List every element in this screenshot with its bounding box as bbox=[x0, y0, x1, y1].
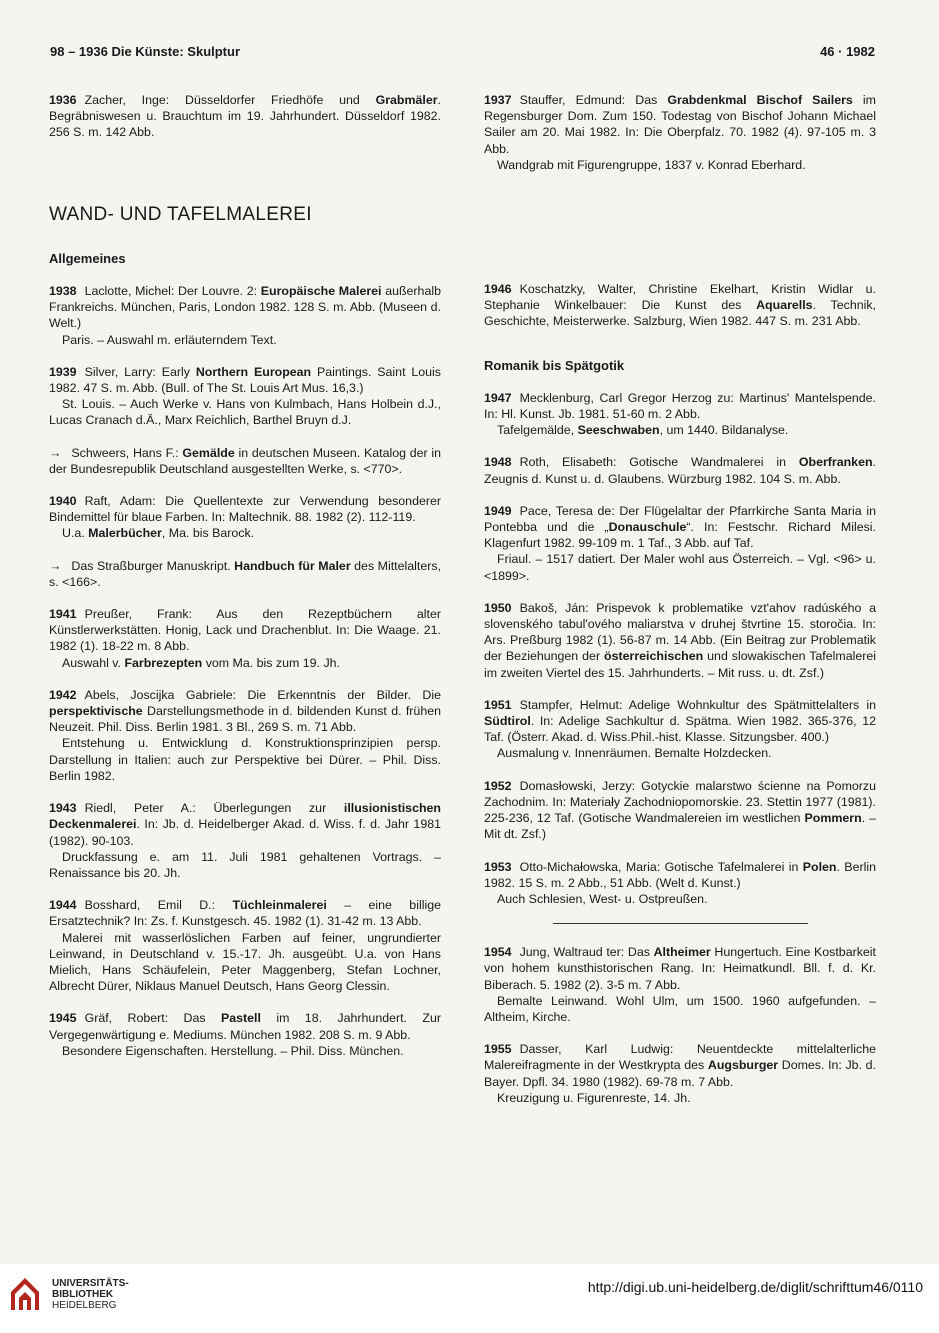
entry-number: 1953 bbox=[484, 859, 512, 874]
entry-annotation: Ausmalung v. Innenräumen. Bemalte Holzdecken. bbox=[497, 746, 772, 761]
entry-number: 1940 bbox=[49, 494, 77, 509]
entry-annotation: Bemalte Leinwand. Wohl Ulm, um 1500. 1960 aufgefunden. – Altheim, Kirche. bbox=[484, 993, 876, 1024]
entry-text: Koschatzky, Walter, Christine Ekelhart, Kristin Widlar u. Stephanie Winkelbauer: Die Kunst des Aquarells. Technik, Geschichte, Meisterwerke. Salzburg, Wien 1982. 447 S. m. 231 Abb. bbox=[484, 282, 876, 329]
bibliography-entry bbox=[49, 445, 441, 477]
subhead-allgemeines: Allgemeines bbox=[49, 250, 126, 266]
entry-number: 1952 bbox=[484, 778, 512, 793]
column-gap bbox=[484, 189, 876, 281]
entry-text: Abels, Joscijka Gabriele: Die Erkenntnis der Bilder. Die perspektivische Darstellungsmethode in d. bildenden Kunst d. frühen Neuzeit. Phil. Diss. Berlin 1981. 3 Bl., 269 S. m. 71 Abb. bbox=[49, 687, 441, 735]
entry-number: 1937 bbox=[484, 93, 512, 107]
entry-number: 1942 bbox=[49, 687, 77, 702]
entry-citation bbox=[484, 600, 876, 681]
left-entries bbox=[49, 283, 441, 1059]
bibliography-entry bbox=[484, 859, 876, 908]
entry-text: Mecklenburg, Carl Gregor Herzog zu: Martinus' Mantelspende. In: Hl. Kunst. Jb. 1981. 51-60 m. 2 Abb. bbox=[484, 390, 876, 422]
entry-text: Gräf, Robert: Das Pastell im 18. Jahrhundert. Zur Vergegenwärtigung e. Mediums. München 1982. 208 S. m. 9 Abb. bbox=[49, 1011, 441, 1042]
entry-number: 1951 bbox=[484, 697, 512, 712]
entry-text: Bosshard, Emil D.: Tüchleinmalerei – eine billige Ersatztechnik? In: Zs. f. Kunstgesch. 45. 1982 (1). 31-42 m. 13 Abb. bbox=[49, 898, 441, 929]
entry-number: 1936 bbox=[49, 93, 77, 107]
entry-annotation: U.a. Malerbücher, Ma. bis Barock. bbox=[62, 526, 255, 541]
bibliography-entry bbox=[484, 600, 876, 681]
entry-citation bbox=[49, 92, 441, 141]
entry-citation bbox=[484, 778, 876, 843]
entry-citation bbox=[49, 800, 441, 849]
entry-number: 1941 bbox=[49, 607, 77, 622]
permalink-url[interactable]: http://digi.ub.uni-heidelberg.de/diglit/schrifttum46/0110 bbox=[587, 1279, 923, 1295]
cross-reference-arrow: → bbox=[49, 558, 62, 573]
left-column bbox=[49, 92, 441, 1075]
entry-citation bbox=[49, 364, 441, 396]
subhead-romanik: Romanik bis Spätgotik bbox=[484, 357, 625, 373]
entry-annotation: Besondere Eigenschaften. Herstellung. – Phil. Diss. München. bbox=[62, 1043, 404, 1058]
bibliography-entry bbox=[49, 1010, 441, 1059]
entry-annotation: Entstehung u. Entwicklung d. Konstruktionsprinzipien persp. Darstellung in Italien: auch zur Perspektive bei Dürer. – Phil. Diss. Berlin 1982. bbox=[49, 736, 441, 783]
bibliography-entry bbox=[49, 687, 441, 784]
running-header-left: 98 – 1936 Die Künste: Skulptur bbox=[50, 44, 241, 59]
bibliography-entry bbox=[49, 897, 441, 994]
entry-citation bbox=[49, 606, 441, 655]
entry-citation bbox=[484, 281, 876, 330]
right-entries-a bbox=[484, 281, 876, 330]
entry-annotation: Paris. – Auswahl m. erläuterndem Text. bbox=[62, 332, 277, 347]
bibliography-entry bbox=[484, 281, 876, 330]
entry-text: Riedl, Peter A.: Überlegungen zur illusionistischen Deckenmalerei. In: Jb. d. Heidelberger Akad. d. Wiss. f. d. Jahr 1981 (1982). 90-103. bbox=[49, 801, 441, 848]
right-entries-c bbox=[484, 944, 876, 1106]
entry-citation bbox=[49, 445, 441, 477]
bibliography-entry bbox=[484, 503, 876, 584]
entry-number: 1955 bbox=[484, 1042, 512, 1057]
bibliography-entry bbox=[484, 92, 876, 173]
entry-citation bbox=[484, 1041, 876, 1090]
entry-text: Pace, Teresa de: Der Flügelaltar der Pfarrkirche Santa Maria in Pontebba und die „Donauschule“. In: Festschr. Richard Milesi. Klagenfurt 1982. 99-109 m. 1 Taf., 3 Abb. auf Taf. bbox=[484, 503, 877, 551]
column-gap bbox=[484, 346, 876, 358]
entry-citation bbox=[49, 283, 441, 332]
entry-annotation: Friaul. – 1517 datiert. Der Maler wohl aus Österreich. – Vgl. <96> u. <1899>. bbox=[484, 552, 876, 583]
entry-number: 1939 bbox=[49, 364, 77, 379]
right-entries-b bbox=[484, 390, 876, 907]
entry-text: Schweers, Hans F.: Gemälde in deutschen Museen. Katalog der in der Bundesrepublik Deutschland ausgestellten Werke, s. <770>. bbox=[49, 445, 441, 476]
entry-text: Otto-Michałowska, Maria: Gotische Tafelmalerei in Polen. Berlin 1982. 15 S. m. 2 Abb., 51 Abb. (Welt d. Kunst.) bbox=[484, 859, 876, 890]
bibliography-entry bbox=[484, 454, 876, 486]
bibliography-entry bbox=[49, 606, 441, 671]
entry-citation bbox=[484, 92, 876, 157]
entry-text: Stampfer, Helmut: Adelige Wohnkultur des Spätmittelalters in Südtirol. In: Adelige Sachkultur d. Spätma. Wien 1982. 365-376, 12 Taf. (Österr. Akad. d. Wiss.Phil.-hist. Klasse. Sitzungsber. 400.) bbox=[484, 697, 876, 745]
entry-annotation: St. Louis. – Auch Werke v. Hans von Kulmbach, Hans Holbein d.J., Lucas Cranach d.Ä., Marx Reichlich, Barthel Bruyn d.J. bbox=[49, 397, 441, 428]
entry-number: 1946 bbox=[484, 282, 512, 297]
entry-citation bbox=[49, 687, 441, 736]
entry-annotation: Kreuzigung u. Figurenreste, 14. Jh. bbox=[497, 1090, 691, 1105]
entry-number: 1943 bbox=[49, 801, 77, 816]
entry-citation bbox=[49, 897, 441, 929]
right-top-entries bbox=[484, 92, 876, 173]
cross-reference-arrow: → bbox=[49, 445, 62, 460]
divider-rule bbox=[553, 923, 808, 924]
bibliography-entry bbox=[49, 800, 441, 881]
section-title: WAND- UND TAFELMALEREI bbox=[49, 203, 312, 225]
entry-citation bbox=[484, 859, 876, 891]
bibliography-entry bbox=[49, 493, 441, 542]
entry-text: Das Straßburger Manuskript. Handbuch für Maler des Mittelalters, s. <166>. bbox=[49, 558, 441, 589]
bibliography-entry bbox=[49, 364, 441, 429]
entry-annotation: Druckfassung e. am 11. Juli 1981 gehaltenen Vortrags. – Renaissance bis 20. Jh. bbox=[49, 849, 441, 880]
library-logo-text: UNIVERSITÄTS- BIBLIOTHEK HEIDELBERG bbox=[52, 1278, 129, 1311]
entry-text: Stauffer, Edmund: Das Grabdenkmal Bischof Sailers im Regensburger Dom. Zum 150. Todestag von Bischof Johann Michael Sailer am 20. Mai 1982. In: Die Oberpfalz. 70. 1982 (4). 97-105 m. 3 Abb. bbox=[484, 93, 876, 156]
entry-annotation: Auswahl v. Farbrezepten vom Ma. bis zum 19. Jh. bbox=[62, 655, 340, 670]
bibliography-entry bbox=[484, 1041, 876, 1106]
entry-text: Jung, Waltraud ter: Das Altheimer Hungertuch. Eine Kostbarkeit von hohem kunsthistorischen Rang. In: Heimatkundl. Bll. f. d. Kr. Biberach. 5. 1982 (2). 3-5 m. 7 Abb. bbox=[484, 945, 876, 992]
entry-text: Roth, Elisabeth: Gotische Wandmalerei in Oberfranken. Zeugnis d. Kunst u. d. Glaubens. Würzburg 1982. 104 S. m. Abb. bbox=[484, 455, 876, 486]
bibliography-entry bbox=[49, 92, 441, 141]
entry-number: 1950 bbox=[484, 600, 512, 615]
entry-citation bbox=[484, 390, 876, 422]
entry-number: 1945 bbox=[49, 1011, 77, 1026]
entry-number: 1947 bbox=[484, 390, 512, 405]
library-logo-icon bbox=[9, 1276, 41, 1312]
entry-annotation: Auch Schlesien, West- u. Ostpreußen. bbox=[497, 891, 708, 906]
entry-citation bbox=[484, 697, 876, 746]
bibliography-entry bbox=[484, 944, 876, 1025]
bibliography-entry bbox=[49, 558, 441, 590]
entry-number: 1954 bbox=[484, 945, 512, 960]
right-column bbox=[484, 92, 876, 1122]
entry-citation bbox=[484, 944, 876, 993]
entry-text: Raft, Adam: Die Quellentexte zur Verwendung besonderer Bindemittel für blaue Farben. In: Maltechnik. 88. 1982 (2). 112-119. bbox=[49, 494, 441, 525]
entry-annotation: Tafelgemälde, Seeschwaben, um 1440. Bildanalyse. bbox=[497, 423, 789, 438]
entry-text: Silver, Larry: Early Northern European Paintings. Saint Louis 1982. 47 S. m. Abb. (Bull. of The St. Louis Art Mus. 16,3.) bbox=[49, 364, 441, 396]
entry-text: Preußer, Frank: Aus den Rezeptbüchern alter Künstlerwerkstätten. Honig, Lack und Drachenblut. In: Die Waage. 21. 1982 (1). 18-22 m. 8 Abb. bbox=[49, 607, 441, 654]
entry-annotation: Wandgrab mit Figurengruppe, 1837 v. Konrad Eberhard. bbox=[497, 157, 806, 172]
entry-text: Laclotte, Michel: Der Louvre. 2: Europäische Malerei außerhalb Frankreichs. München, Paris, London 1982. 128 S. m. Abb. (Museen d. Welt.) bbox=[49, 284, 441, 331]
entry-citation bbox=[484, 454, 876, 486]
running-header-right: 46 · 1982 bbox=[820, 44, 875, 59]
entry-citation bbox=[49, 493, 441, 525]
entry-text: Zacher, Inge: Düsseldorfer Friedhöfe und Grabmäler. Begräbniswesen u. Brauchtum im 19. Jahrhundert. Düsseldorf 1982. 256 S. m. 142 Abb. bbox=[49, 93, 441, 140]
bibliography-entry bbox=[49, 283, 441, 348]
left-top-entries bbox=[49, 92, 441, 141]
entry-citation bbox=[49, 1010, 441, 1042]
entry-annotation: Malerei mit wasserlöslichen Farben auf feiner, ungrundierter Leinwand, in Deutschland v. 15.-17. Jh. ausgeübt. U.a. von Hans Mielich, Hans Schäufelein, Peter Maggenberg, Stefan Lochner, Albrecht Dürer, Niklaus Manuel Deutsch, Hans Georg Clessin. bbox=[49, 930, 441, 994]
entry-number: 1944 bbox=[49, 898, 77, 913]
entry-number: 1948 bbox=[484, 455, 512, 470]
bibliography-entry bbox=[484, 697, 876, 762]
entry-text: Domasłowski, Jerzy: Gotyckie malarstwo ścienne na Pomorzu Zachodnim. In: Materiały Zachodniopomorskie. 23. Stettin 1977 (1981). 225-236, 12 Taf. (Gotische Wandmalereien im westlichen Pommern. – Mit dt. Zsf.) bbox=[484, 778, 876, 842]
entry-text: Dasser, Karl Ludwig: Neuentdeckte mittelalterliche Malereifragmente in der Westkrypta des Augsburger Domes. In: Jb. d. Bayer. Dpfl. 34. 1980 (1982). 69-78 m. 7 Abb. bbox=[484, 1042, 876, 1089]
entry-text: Bakoš, Ján: Prispevok k problematike vzt'ahov radúského a slovenského tabul'ového maliarstva v druhej štvrtine 15. storočia. In: Ars. Preßburg 1982 (1). 56-87 m. 14 Abb. (Ein Beitrag zur Problematik der Beziehungen der österreichischen und slowakischen Tafelmalerei im zweiten Viertel des 15. Jahrhunderts. – Mit russ. u. dt. Zsf.) bbox=[484, 600, 876, 680]
bibliography-entry bbox=[484, 778, 876, 843]
entry-number: 1938 bbox=[49, 284, 77, 299]
bibliography-entry bbox=[484, 390, 876, 439]
entry-number: 1949 bbox=[484, 503, 512, 518]
entry-citation bbox=[484, 503, 876, 552]
footer-bar bbox=[0, 1264, 939, 1333]
entry-citation bbox=[49, 558, 441, 590]
